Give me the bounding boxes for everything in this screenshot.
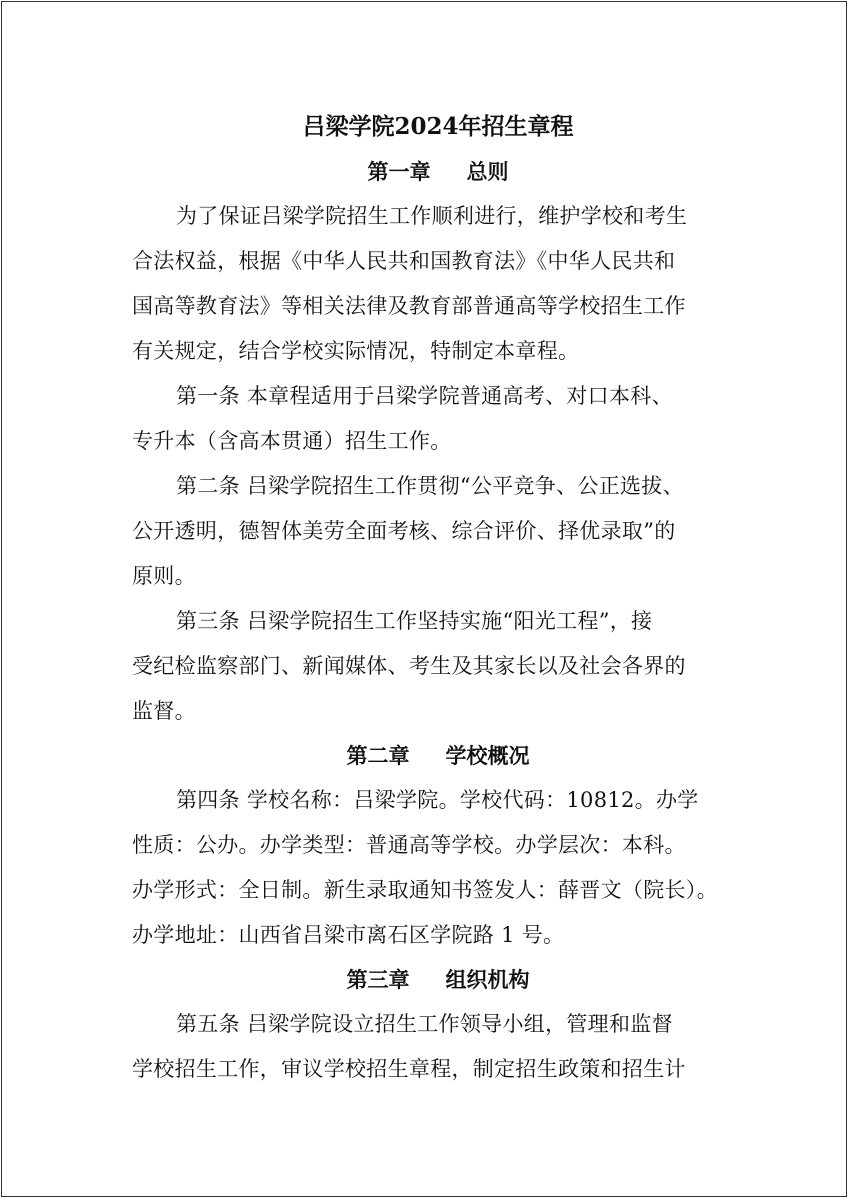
paragraph-article-1 (132, 374, 722, 464)
chapter-name: 学校概况 (445, 743, 530, 768)
chapter-heading-2 (132, 734, 722, 778)
text-line: 第一条 本章程适用于吕梁学院普通高考、对口本科、 (176, 384, 673, 408)
chapter-name: 总则 (466, 159, 509, 184)
paragraph-article-4 (132, 778, 722, 958)
text-line: 学校招生工作，审议学校招生章程，制定招生政策和招生计 (132, 1057, 686, 1081)
chapter-number: 第一章 (367, 159, 431, 184)
chapter-name: 组织机构 (445, 967, 530, 992)
chapter-number: 第二章 (346, 743, 410, 768)
document-title: 吕梁学院2024年招生章程 (302, 113, 574, 140)
text-line: 办学形式：全日制。新生录取通知书签发人：薛晋文（院长）。 (132, 878, 718, 902)
text-line: 监督。 (132, 699, 196, 723)
chapter-heading-3 (132, 958, 722, 1002)
text-line: 专升本（含高本贯通）招生工作。 (132, 429, 452, 453)
text-line: 为了保证吕梁学院招生工作顺利进行，维护学校和考生 (176, 204, 688, 228)
text-line: 办学地址：山西省吕梁市离石区学院路 1 号。 (132, 923, 565, 947)
text-line: 受纪检监察部门、新闻媒体、考生及其家长以及社会各界的 (132, 654, 686, 678)
text-line: 第五条 吕梁学院设立招生工作领导小组，管理和监督 (176, 1012, 673, 1036)
text-line: 有关规定，结合学校实际情况，特制定本章程。 (132, 339, 580, 363)
paragraph-article-5 (132, 1002, 722, 1092)
text-line: 第二条 吕梁学院招生工作贯彻“公平竞争、公正选拔、 (176, 474, 684, 498)
paragraph-article-2 (132, 464, 722, 599)
paragraph-preamble (132, 194, 722, 374)
text-line: 第三条 吕梁学院招生工作坚持实施“阳光工程”，接 (176, 609, 653, 633)
text-line: 原则。 (132, 564, 196, 588)
document-body (132, 104, 722, 1092)
paragraph-article-3 (132, 599, 722, 734)
chapter-heading-1 (132, 150, 722, 194)
text-line: 合法权益，根据《中华人民共和国教育法》《中华人民共和 (132, 249, 676, 273)
text-line: 国高等教育法》等相关法律及教育部普通高等学校招生工作 (132, 294, 686, 318)
chapter-number: 第三章 (346, 967, 410, 992)
text-line: 公开透明，德智体美劳全面考核、综合评价、择优录取”的 (132, 519, 676, 543)
text-line: 第四条 学校名称：吕梁学院。学校代码：10812。办学 (176, 788, 699, 812)
text-line: 性质：公办。办学类型：普通高等学校。办学层次：本科。 (132, 833, 686, 857)
